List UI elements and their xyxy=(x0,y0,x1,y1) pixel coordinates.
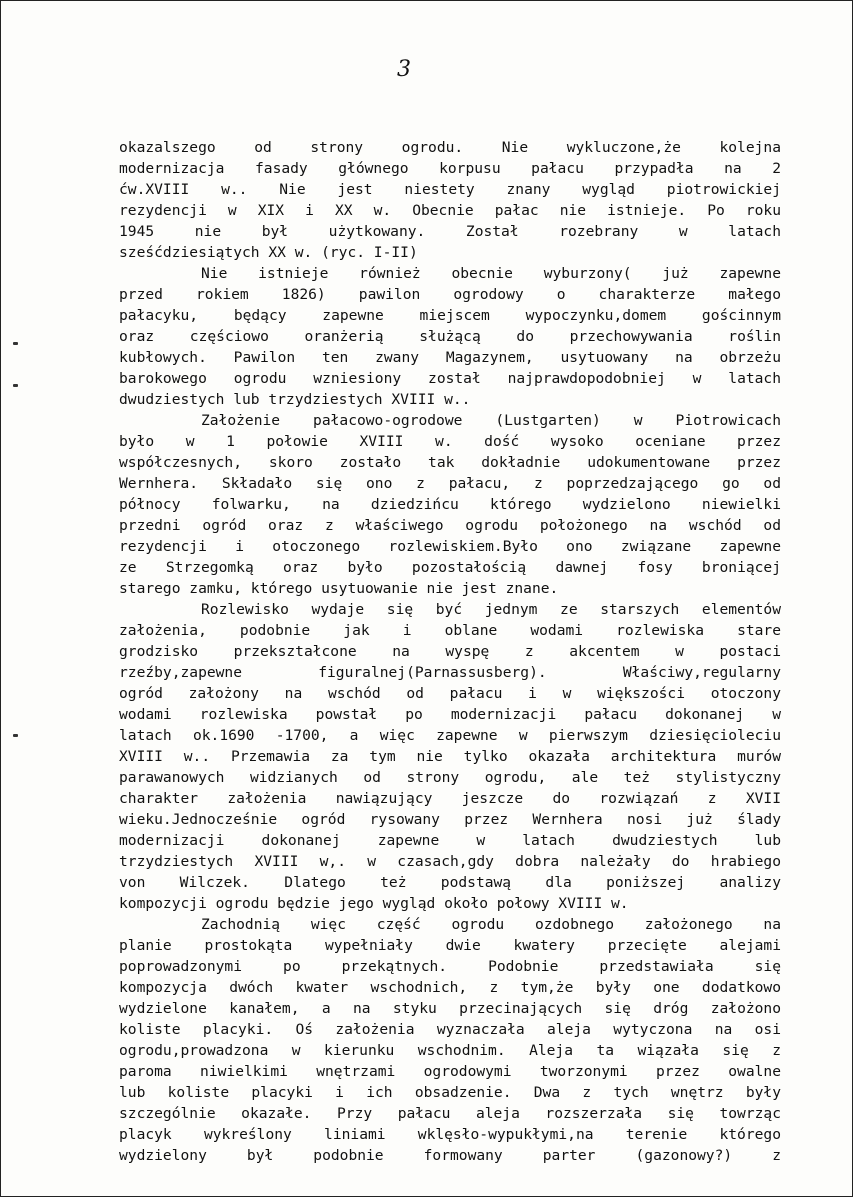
text-line: oraz częściowo oranżerią służącą do przechowywania roślin xyxy=(119,328,781,345)
text-line: grodzisko przekształcone na wyspę z akcentem w postaci xyxy=(119,643,781,660)
margin-mark xyxy=(13,342,18,345)
text-line: było w 1 połowie XVIII w. dość wysoko oceniane przez xyxy=(119,433,781,450)
body-text xyxy=(119,137,781,1166)
text-line: rzeźby,zapewne figuralnej(Parnassusberg). Właściwy,regularny xyxy=(119,664,781,681)
text-line: okazalszego od strony ogrodu. Nie wykluczone,że kolejna xyxy=(119,139,781,156)
text-line: von Wilczek. Dlatego też podstawą dla poniższej analizy xyxy=(119,874,781,891)
text-line: 1945 nie był użytkowany. Został rozebrany w latach xyxy=(119,223,781,240)
text-line: Założenie pałacowo-ogrodowe (Lustgarten) w Piotrowicach xyxy=(201,412,781,429)
text-line: starego zamku, którego usytuowanie nie jest znane. xyxy=(119,580,559,597)
text-line: przed rokiem 1826) pawilon ogrodowy o charakterze małego xyxy=(119,286,781,303)
margin-mark xyxy=(13,384,18,387)
text-line: koliste placyki. Oś założenia wyznaczała aleja wytyczona na osi xyxy=(119,1021,781,1038)
text-line: Rozlewisko wydaje się być jednym ze starszych elementów xyxy=(201,601,781,618)
text-line: przedni ogród oraz z właściwego ogrodu położonego na wschód od xyxy=(119,517,781,534)
text-line: sześćdziesiątych XX w. (ryc. I-II) xyxy=(119,244,418,261)
text-line: planie prostokąta wypełniały dwie kwatery przecięte alejami xyxy=(119,937,781,954)
text-line: północy folwarku, na dziedzińcu którego wydzielono niewielki xyxy=(119,496,781,513)
text-line: Wernhera. Składało się ono z pałacu, z poprzedzającego go od xyxy=(119,475,781,492)
text-line: ze Strzegomką oraz było pozostałością dawnej fosy broniącej xyxy=(119,559,781,576)
text-line: wieku.Jednocześnie ogród rysowany przez Wernhera nosi już ślady xyxy=(119,811,781,828)
text-line: ćw.XVIII w.. Nie jest niestety znany wygląd piotrowickiej xyxy=(119,181,781,198)
text-line: ogród założony na wschód od pałacu i w większości otoczony xyxy=(119,685,781,702)
text-line: paroma niwielkimi wnętrzami ogrodowymi tworzonymi przez owalne xyxy=(119,1063,781,1080)
text-line: wydzielone kanałem, a na styku przecinających się dróg założono xyxy=(119,1000,781,1017)
text-line: modernizacja fasady głównego korpusu pałacu przypadła na 2 xyxy=(119,160,781,177)
text-line: poprowadzonymi po przekątnych. Podobnie przedstawiała się xyxy=(119,958,781,975)
text-line: kompozycji ogrodu będzie jego wygląd około połowy XVIII w. xyxy=(119,895,629,912)
text-line: Zachodnią więc część ogrodu ozdobnego założonego na xyxy=(201,916,781,933)
text-line: ogrodu,prowadzona w kierunku wschodnim. Aleja ta wiązała się z xyxy=(119,1042,781,1059)
text-line: Nie istnieje również obecnie wyburzony( już zapewne xyxy=(201,265,781,282)
text-line: latach ok.1690 -1700, a więc zapewne w pierwszym dziesięcioleciu xyxy=(119,727,781,744)
text-line: kubłowych. Pawilon ten zwany Magazynem, usytuowany na obrzeżu xyxy=(119,349,781,366)
text-line: kompozycja dwóch kwater wschodnich, z tym,że były one dodatkowo xyxy=(119,979,781,996)
text-line: założenia, podobnie jak i oblane wodami rozlewiska stare xyxy=(119,622,781,639)
text-line: parawanowych widzianych od strony ogrodu, ale też stylistyczny xyxy=(119,769,781,786)
text-line: trzydziestych XVIII w,. w czasach,gdy dobra należały do hrabiego xyxy=(119,853,781,870)
text-line: dwudziestych lub trzydziestych XVIII w.. xyxy=(119,391,471,408)
text-line: modernizacji dokonanej zapewne w latach dwudziestych lub xyxy=(119,832,781,849)
margin-mark xyxy=(13,734,18,737)
text-line: pałacyku, będący zapewne miejscem wypoczynku,domem gościnnym xyxy=(119,307,781,324)
text-line: współczesnych, skoro zostało tak dokładnie udokumentowane przez xyxy=(119,454,781,471)
text-line: rezydencji i otoczonego rozlewiskiem.Było ono związane zapewne xyxy=(119,538,781,555)
text-line: lub koliste placyki i ich obsadzenie. Dwa z tych wnętrz były xyxy=(119,1084,781,1101)
text-line: szczególnie okazałe. Przy pałacu aleja rozszerzała się towrząc xyxy=(119,1105,781,1122)
text-line: placyk wykreślony liniami wklęsło-wypukłymi,na terenie którego xyxy=(119,1126,781,1143)
text-line: charakter założenia nawiązujący jeszcze do rozwiązań z XVII xyxy=(119,790,781,807)
text-line: wydzielony był podobnie formowany parter (gazonowy?) z xyxy=(119,1147,781,1164)
page-number: 3 xyxy=(397,57,411,82)
text-line: wodami rozlewiska powstał po modernizacji pałacu dokonanej w xyxy=(119,706,781,723)
text-line: barokowego ogrodu wzniesiony został najprawdopodobniej w latach xyxy=(119,370,781,387)
text-line: rezydencji w XIX i XX w. Obecnie pałac nie istnieje. Po roku xyxy=(119,202,781,219)
text-line: XVIII w.. Przemawia za tym nie tylko okazała architektura murów xyxy=(119,748,781,765)
